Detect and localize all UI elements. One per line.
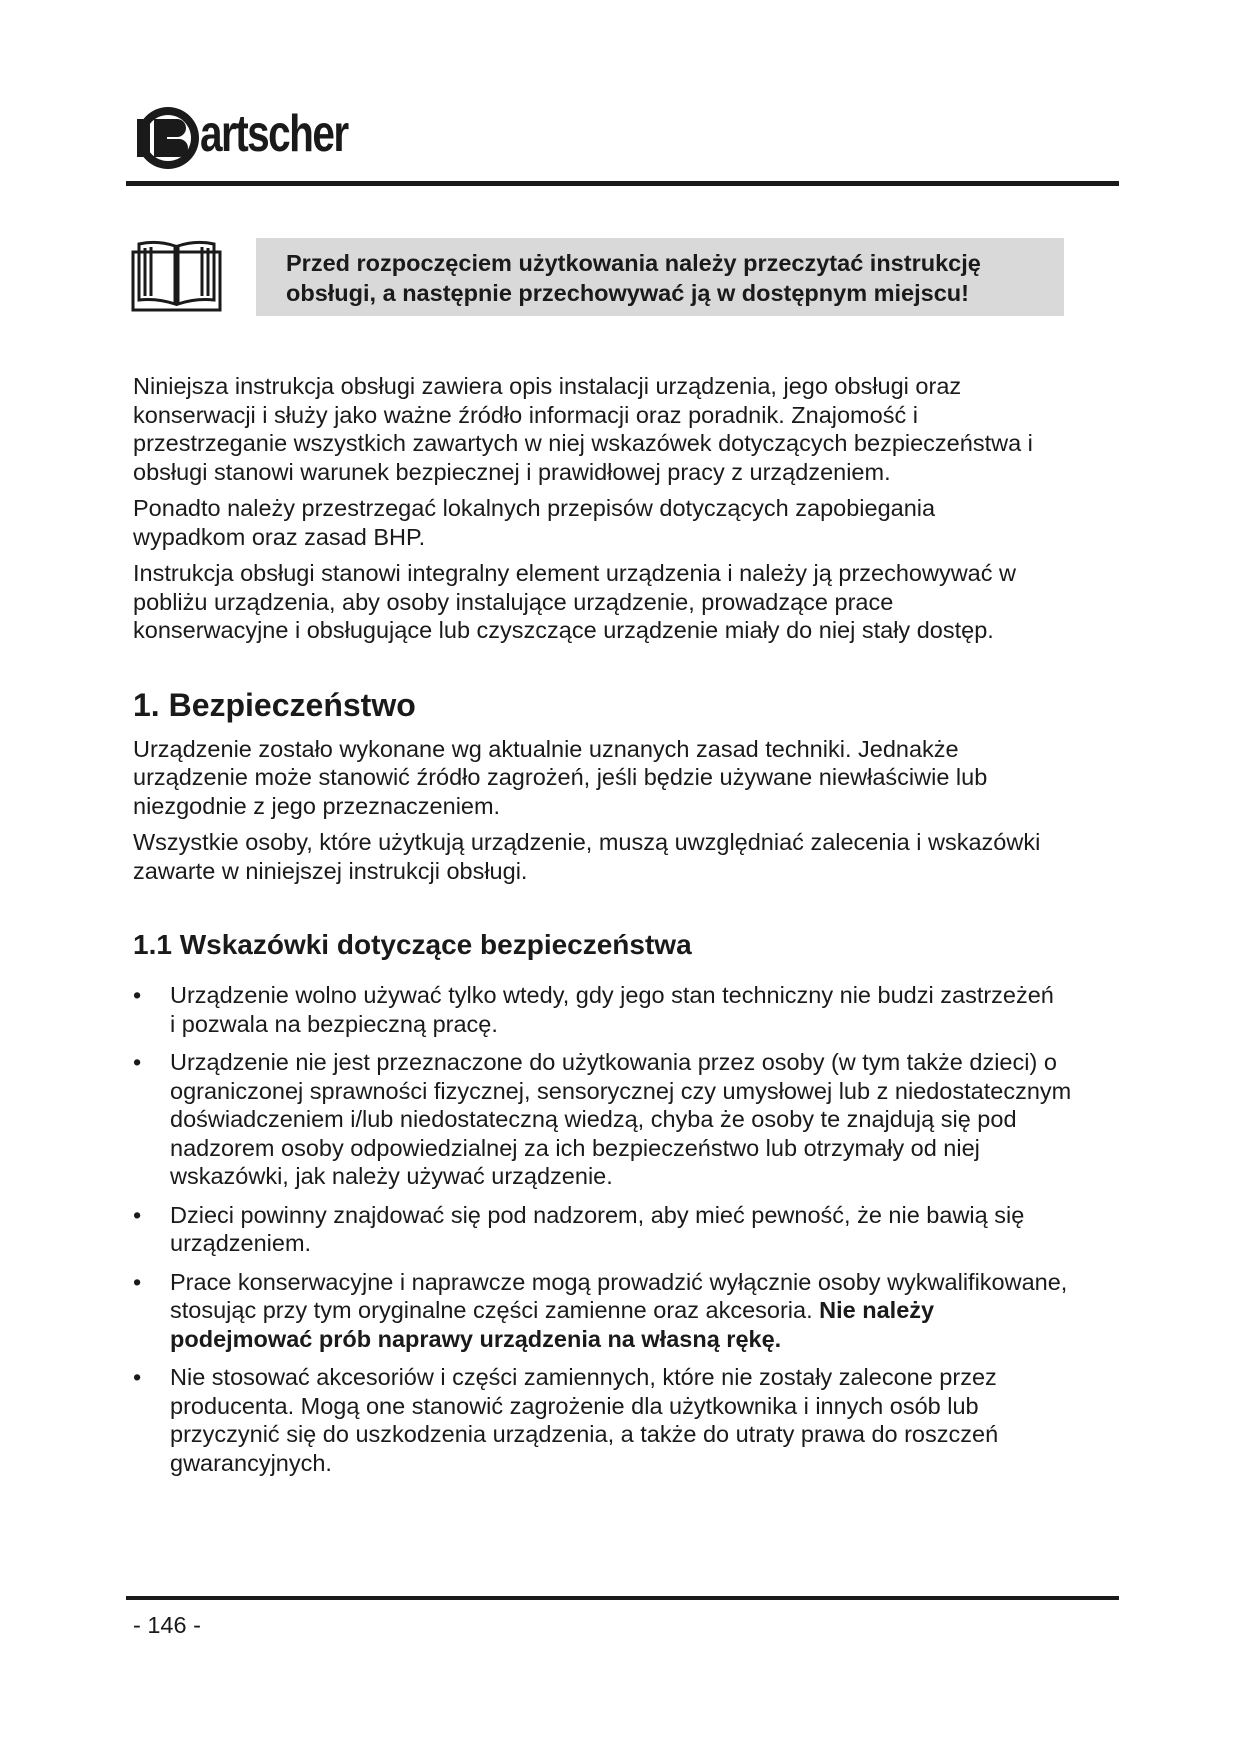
text-line: Urządzenie zostało wykonane wg aktualnie uznanych zasad techniki. Jednakże [133, 735, 959, 762]
text-line: urządzeniem. [170, 1230, 312, 1256]
text-line: doświadczeniem i/lub niedostateczną wiedzą, chyba że osoby te znajdują się pod [170, 1106, 1017, 1132]
list-item [133, 981, 1118, 1038]
text-line: Prace konserwacyjne i naprawcze mogą prowadzić wyłącznie osoby wykwalifikowane, [170, 1268, 1068, 1295]
notice-line: Przed rozpoczęciem użytkowania należy przeczytać instrukcję [286, 250, 981, 276]
text-line: konserwacji i służy jako ważne źródło informacji oraz poradnik. Znajomość i [133, 401, 918, 428]
text-line: Urządzenie nie jest przeznaczone do użytkowania przez osoby (w tym także dzieci) o [170, 1049, 1057, 1075]
text-line: przestrzeganie wszystkich zawartych w niej wskazówek dotyczących bezpieczeństwa i [133, 430, 1033, 456]
intro-paragraph [133, 372, 1118, 486]
read-before-use-notice [256, 238, 1064, 316]
notice-line: obsługi, a następnie przechowywać ją w dostępnym miejscu! [286, 280, 969, 306]
text-line: konserwacyjne i obsługujące lub czyszczące urządzenie miały do niej stały dostęp. [133, 617, 994, 643]
text-line: obsługi stanowi warunek bezpiecznej i prawidłowej pracy z urządzeniem. [133, 458, 891, 485]
text-line: i pozwala na bezpieczną pracę. [170, 1010, 498, 1037]
page-number: - 146 - [133, 1612, 201, 1638]
subsection-heading-safety-notes: 1.1 Wskazówki dotyczące bezpieczeństwa [133, 929, 692, 960]
text-line: niezgodnie z jego przeznaczeniem. [133, 792, 501, 819]
bullet-icon: • [133, 982, 142, 1008]
list-item [133, 1363, 1118, 1477]
intro-paragraph [133, 559, 1118, 645]
safety-paragraph [133, 828, 1118, 885]
text-line: Niniejsza instrukcja obsługi zawiera opis instalacji urządzenia, jego obsługi oraz [133, 373, 962, 399]
list-item [133, 1268, 1118, 1354]
section-heading-safety: 1. Bezpieczeństwo [133, 686, 416, 723]
header-rule [126, 181, 1119, 186]
bullet-icon: • [133, 1364, 142, 1390]
safety-notes-list [133, 981, 1118, 1477]
text-line: wskazówki, jak należy używać urządzenie. [170, 1163, 613, 1189]
text-line: gwarancyjnych. [170, 1449, 332, 1476]
read-manual-icon [131, 238, 222, 313]
warning-text: podejmować prób naprawy urządzenia na własną rękę. [170, 1325, 782, 1352]
text-line: Urządzenie wolno używać tylko wtedy, gdy jego stan techniczny nie budzi zastrzeżeń [170, 982, 1054, 1008]
text-line: Nie stosować akcesoriów i części zamiennych, które nie zostały zalecone przez [170, 1364, 997, 1390]
text-line: pobliżu urządzenia, aby osoby instalujące urządzenie, prowadzące prace [133, 588, 894, 615]
footer-rule [126, 1596, 1119, 1600]
bullet-icon: • [133, 1201, 142, 1228]
text-line: urządzenie może stanowić źródło zagrożeń, jeśli będzie używane niewłaściwie lub [133, 764, 988, 790]
text-line: producenta. Mogą one stanowić zagrożenie dla użytkownika i innych osób lub [170, 1392, 979, 1419]
text-line: Wszystkie osoby, które użytkują urządzenie, muszą uwzględniać zalecenia i wskazówki [133, 829, 1041, 855]
text-segment: stosując przy tym oryginalne części zamienne oraz akcesoria. [170, 1297, 820, 1323]
bullet-icon: • [133, 1268, 142, 1295]
text-line: zawarte w niniejszej instrukcji obsługi. [133, 857, 528, 884]
text-line: wypadkom oraz zasad BHP. [133, 523, 426, 550]
text-line: przyczynić się do uszkodzenia urządzenia, a także do utraty prawa do roszczeń [170, 1421, 999, 1447]
list-item [133, 1048, 1118, 1191]
list-item [133, 1201, 1118, 1258]
main-content [133, 372, 1118, 1487]
safety-paragraph [133, 735, 1118, 821]
text-line: Ponadto należy przestrzegać lokalnych przepisów dotyczących zapobiegania [133, 495, 936, 521]
bullet-icon: • [133, 1049, 142, 1075]
text-line: nadzorem osoby odpowiedzialnej za ich bezpieczeństwo lub otrzymały od niej [170, 1134, 980, 1161]
text-line: Dzieci powinny znajdować się pod nadzorem, aby mieć pewność, że nie bawią się [170, 1201, 1025, 1228]
text-line: ograniczonej sprawności fizycznej, sensorycznej czy umysłowej lub z niedostatecznym [170, 1077, 1072, 1104]
logo-wordmark: artscher [200, 105, 348, 163]
text-line [170, 1296, 1118, 1325]
text-line: Instrukcja obsługi stanowi integralny element urządzenia i należy ją przechowywać w [133, 560, 1016, 586]
intro-paragraph [133, 494, 1118, 551]
open-book-icon [131, 238, 222, 313]
warning-text: Nie należy [819, 1297, 935, 1323]
